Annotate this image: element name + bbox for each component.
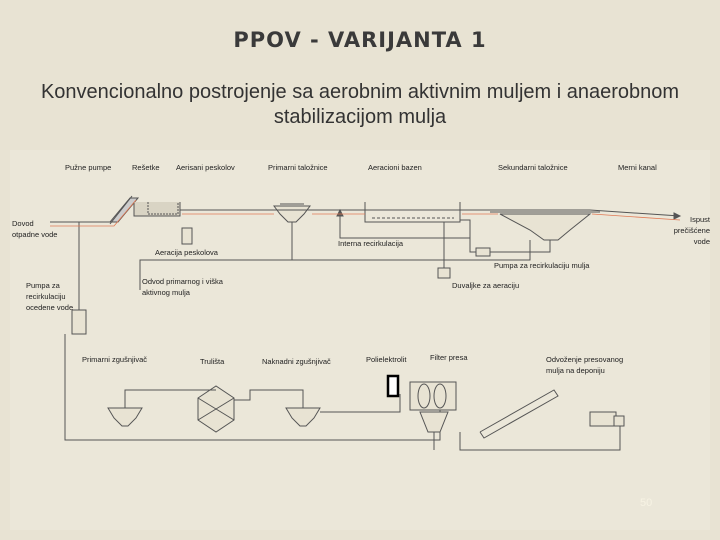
- primary-thickener-shape: [108, 408, 142, 426]
- label-digesters: Trulišta: [200, 357, 225, 366]
- aeration-basin-shape: [365, 202, 460, 222]
- label-filter-press: Filter presa: [430, 353, 468, 362]
- label-primary-clarifiers: Primarni taložnice: [268, 163, 328, 172]
- page-number: 50: [640, 497, 653, 509]
- secondary-thickener-shape: [286, 408, 320, 426]
- label-secondary-clarifiers: Sekundarni taložnice: [498, 163, 568, 172]
- blower-box: [438, 268, 450, 278]
- label-influent: Dovod otpadne vode: [12, 219, 58, 239]
- page-title: PPOV - VARIJANTA 1: [233, 28, 487, 52]
- label-screens: Rešetke: [132, 163, 160, 172]
- label-primary-thickener: Primarni zgušnjivač: [82, 355, 148, 364]
- page-subtitle: Konvencionalno postrojenje sa aerobnim aktivnim muljem i anaerobnom stabilizacijom mulja: [40, 81, 680, 128]
- label-internal-recirculation: Interna recirkulacija: [338, 239, 404, 248]
- polyelectrolyte-box: [388, 376, 398, 396]
- label-screw-pumps: Pužne pumpe: [65, 163, 112, 172]
- label-measuring-channel: Merni kanal: [618, 163, 657, 172]
- process-flow-diagram: [10, 150, 710, 530]
- label-aeration-basin: Aeracioni bazen: [368, 163, 422, 172]
- label-filtrate-pump: Pumpa za recirkulaciju ocedene vode: [26, 281, 74, 312]
- label-blowers: Duvaljke za aeraciju: [452, 281, 520, 290]
- process-flow-drawing: [10, 150, 710, 530]
- label-ras-pump: Pumpa za recirkulaciju mulja: [494, 261, 590, 270]
- screw-pump-ramp: [110, 196, 132, 224]
- label-sludge-disposal: Odvoženje presovanog mulja na deponiju: [546, 355, 624, 375]
- label-aerated-grit-chamber: Aerisani peskolov: [176, 163, 235, 172]
- aerated-grit-box: [182, 228, 192, 244]
- label-effluent: Ispust prečišćene vode: [673, 215, 710, 246]
- conveyor-shape: [480, 390, 558, 438]
- filtrate-pump-box: [72, 310, 86, 334]
- truck-shape: [590, 412, 616, 426]
- label-polyelectrolyte: Polielektrolit: [366, 355, 407, 364]
- label-secondary-thickener: Naknadni zgušnjivač: [262, 357, 331, 366]
- secondary-clarifier-shape: [500, 214, 590, 240]
- label-sludge-withdrawal: Odvod primarnog i viška aktivnog mulja: [142, 277, 223, 297]
- filter-press-shape: [410, 382, 456, 410]
- primary-clarifier-shape: [274, 206, 310, 222]
- label-grit-aeration: Aeracija peskolova: [155, 248, 218, 257]
- ras-pump-box: [476, 248, 490, 256]
- hopper-shape: [420, 412, 448, 432]
